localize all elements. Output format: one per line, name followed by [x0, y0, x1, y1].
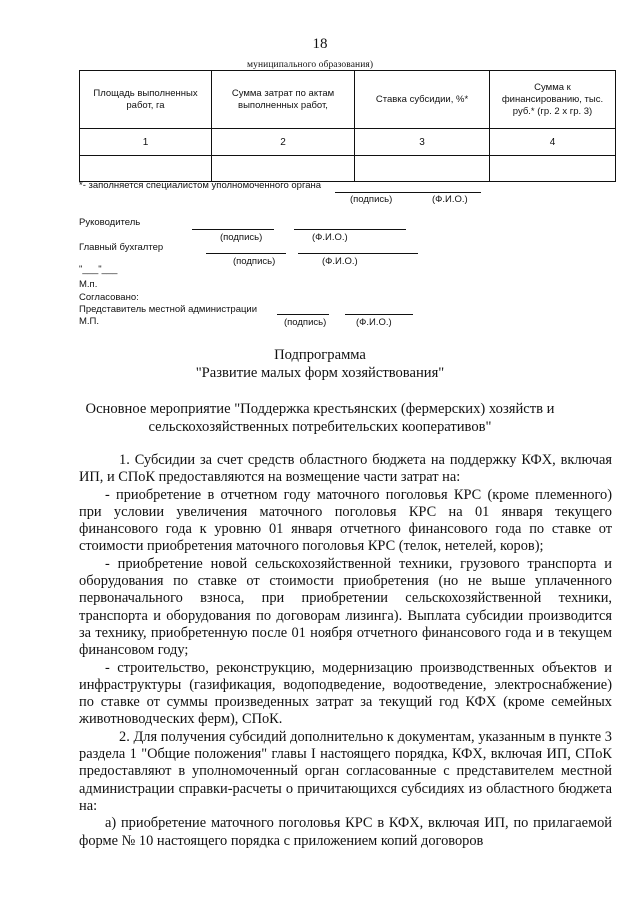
subprogram-title: Подпрограмма: [274, 347, 366, 363]
representative-sign-caption: (подпись): [284, 317, 327, 328]
paragraph: а) приобретение маточного поголовья КРС в КФХ, включая ИП, по прилагаемой форме № 10 настоящего порядка с приложением копий договоров: [79, 815, 612, 849]
table-cell: 3: [355, 129, 490, 156]
body-text: [79, 452, 612, 850]
representative-label: Представитель местной администрации: [79, 304, 258, 315]
table-cell: 2: [212, 129, 355, 156]
table-cell: 1: [80, 129, 212, 156]
signature-line: [277, 314, 329, 315]
footnote-sign-caption: (подпись): [350, 194, 393, 205]
table-header-cell: Сумма к финансированию, тыс. руб.* (гр. 2 х гр. 3): [490, 71, 616, 129]
table-cell: [212, 156, 355, 182]
cut-heading: муниципального образования): [247, 60, 374, 70]
paragraph: 2. Для получения субсидий дополнительно к документам, указанным в пункте 3 раздела 1 "Общие положения" главы I настоящего порядка, КФХ, включая ИП, СПоК предоставляют в уполномоченный орган согласованные с представителем местной администрации справки-расчеты о причитающихся субсидиях из областного бюджета на:: [79, 728, 612, 814]
accountant-fio-caption: (Ф.И.О.): [322, 256, 358, 267]
table-empty-row: [80, 156, 616, 182]
head-fio-caption: (Ф.И.О.): [312, 232, 348, 243]
subsidy-table: [79, 70, 616, 182]
table-cell: [490, 156, 616, 182]
table-header-cell: Сумма затрат по актам выполненных работ,: [212, 71, 355, 129]
signature-line: [345, 314, 413, 315]
signature-line: [192, 229, 274, 230]
accountant-sign-caption: (подпись): [233, 256, 276, 267]
page-number: 18: [312, 36, 328, 52]
table-header-cell: Ставка субсидии, %*: [355, 71, 490, 129]
head-label: Руководитель: [79, 217, 141, 228]
table-header-cell: Площадь выполненных работ, га: [80, 71, 212, 129]
date-line: "___"___: [79, 264, 118, 275]
representative-fio-caption: (Ф.И.О.): [356, 317, 392, 328]
accountant-label: Главный бухгалтер: [79, 242, 164, 253]
measure-title-cont: сельскохозяйственных потребительских кооперативов": [148, 419, 492, 435]
paragraph: - приобретение новой сельскохозяйственной техники, грузового транспорта и оборудования по ставке от стоимости приобретения (но не выше уплаченного первоначального взноса, при приобретении сельскохозяйственной техники, транспорта и оборудования по договорам лизинга). Выплата субсидии производится за технику, приобретенную после 01 ноября отчетного финансового года и в текущем финансовом году;: [79, 555, 612, 659]
footnote: *- заполняется специалистом уполномоченного органа: [79, 180, 322, 191]
subprogram-name: "Развитие малых форм хозяйствования": [195, 365, 445, 381]
signature-line: [206, 253, 286, 254]
table-header-row: [80, 71, 616, 129]
paragraph: - строительство, реконструкцию, модернизацию производственных объектов и инфраструктуры (газификация, водоподведение, водоотведение, электроснабжение) по ставке от суммы произведенных затрат за текущий год КФХ (кроме семейных животноводческих ферм), СПоК.: [79, 659, 612, 728]
footnote-fio-caption: (Ф.И.О.): [432, 194, 468, 205]
head-sign-caption: (подпись): [220, 232, 263, 243]
table-cell: [80, 156, 212, 182]
signature-line: [335, 192, 481, 193]
table-cell: 4: [490, 129, 616, 156]
table-number-row: [80, 129, 616, 156]
signature-line: [294, 229, 406, 230]
agreed-label: Согласовано:: [79, 292, 139, 303]
paragraph: 1. Субсидии за счет средств областного бюджета на поддержку КФХ, включая ИП, и СПоК предоставляются на возмещение части затрат на:: [79, 452, 612, 486]
table-cell: [355, 156, 490, 182]
stamp-place-1: М.п.: [79, 279, 98, 290]
signature-line: [298, 253, 418, 254]
stamp-place-2: М.П.: [79, 316, 100, 327]
paragraph: - приобретение в отчетном году маточного поголовья КРС (кроме племенного) при условии увеличения маточного поголовья КРС на 01 января текущего финансового года к уровню 01 января отчетного финансового года по ставке от стоимости приобретения маточного поголовья КРС (телок, нетелей, коров);: [79, 486, 612, 555]
measure-title: Основное мероприятие "Поддержка крестьянских (фермерских) хозяйств и: [85, 401, 555, 417]
